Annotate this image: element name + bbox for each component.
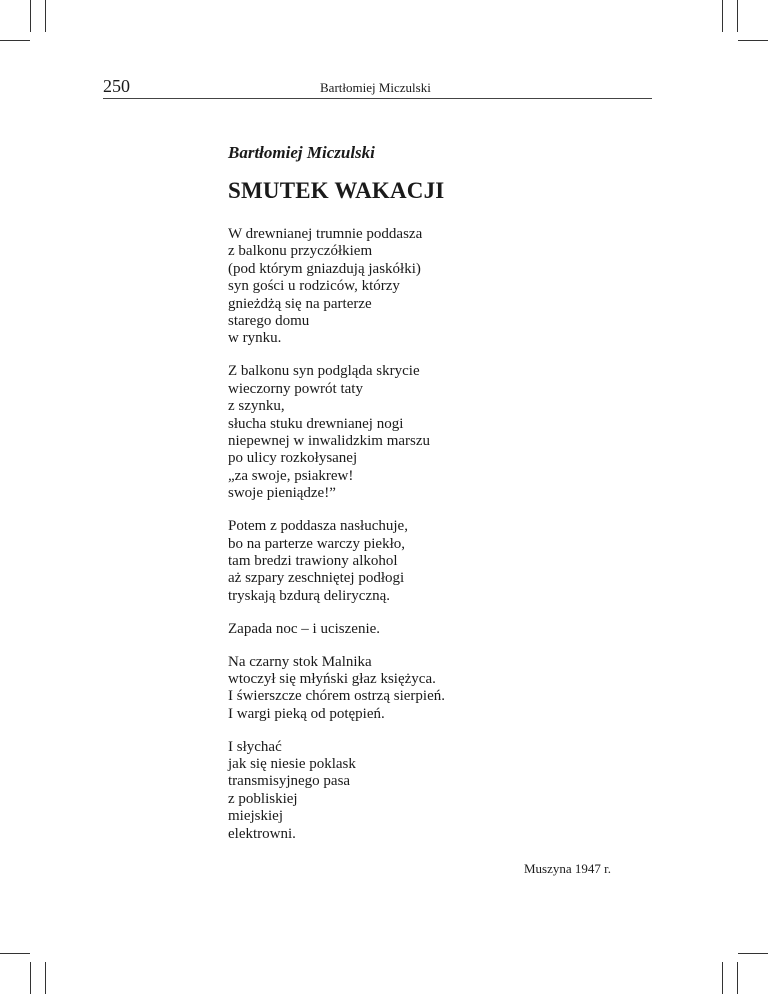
crop-mark <box>737 0 738 32</box>
stanza <box>228 654 648 724</box>
poem-line: transmisyjnego pasa <box>228 773 351 790</box>
poem-line: z pobliskiej <box>228 790 298 807</box>
poem-line: po ulicy rozkołysanej <box>228 450 358 467</box>
poem-line: wieczorny powrót taty <box>228 380 363 397</box>
poem-line: I słychać <box>228 738 282 755</box>
crop-mark <box>722 0 723 32</box>
poem-line: tryskają bzdurą deliryczną. <box>228 587 391 604</box>
crop-mark <box>0 953 30 954</box>
crop-mark <box>737 962 738 994</box>
stanza <box>228 739 648 843</box>
stanza <box>228 621 648 638</box>
poem-line: I świerszcze chórem ostrzą sierpień. <box>228 688 445 705</box>
stanza <box>228 363 648 502</box>
poem-line: miejskiej <box>228 808 283 825</box>
poem-line: z szynku, <box>228 398 285 415</box>
poem-line: Na czarny stok Malnika <box>228 653 372 670</box>
poem-line: niepewnej w inwalidzkim marszu <box>228 432 431 449</box>
poem-line: wtoczył się młyński głaz księżyca. <box>228 670 436 687</box>
poem-line: „za swoje, psiakrew! <box>228 467 354 484</box>
page-header <box>103 76 652 99</box>
stanza <box>228 226 648 348</box>
poem-line: starego domu <box>228 313 310 330</box>
poem-line: swoje pieniądze!” <box>228 485 336 502</box>
crop-mark <box>30 0 31 32</box>
poem-line: Zapada noc – i uciszenie. <box>228 620 381 637</box>
poem-line: bo na parterze warczy piekło, <box>228 535 405 552</box>
crop-mark <box>722 962 723 994</box>
poem-line: syn gości u rodziców, którzy <box>228 278 400 295</box>
running-head: Bartłomiej Miczulski <box>320 80 431 95</box>
poem-line: W drewnianej trumnie poddasza <box>228 226 423 242</box>
page-number: 250 <box>103 76 130 96</box>
poem-line: z balkonu przyczółkiem <box>228 243 373 260</box>
stanza <box>228 518 648 605</box>
poem-line: aż szpary zeschniętej podłogi <box>228 570 405 587</box>
crop-mark <box>45 0 46 32</box>
poem-line: gnieżdżą się na parterze <box>228 295 372 312</box>
crop-mark <box>45 962 46 994</box>
poem-line: Z balkonu syn podgląda skrycie <box>228 363 420 380</box>
place-date: Muszyna 1947 r. <box>524 861 612 876</box>
poem-line: (pod którym gniazdują jaskółki) <box>228 260 421 277</box>
crop-mark <box>0 40 30 41</box>
crop-mark <box>738 953 768 954</box>
crop-mark <box>738 40 768 41</box>
poem-title: SMUTEK WAKACJI <box>228 178 445 203</box>
poem-line: Potem z poddasza nasłuchuje, <box>228 518 408 535</box>
poem-line: elektrowni. <box>228 825 296 842</box>
poem-line: w rynku. <box>228 330 282 347</box>
poem-body <box>228 226 648 859</box>
crop-mark <box>30 962 31 994</box>
poem-author: Bartłomiej Miczulski <box>228 143 375 162</box>
poem-line: tam bredzi trawiony alkohol <box>228 552 398 569</box>
poem-line: jak się niesie poklask <box>228 756 356 773</box>
poem-line: I wargi pieką od potępień. <box>228 705 385 722</box>
poem-line: słucha stuku drewnianej nogi <box>228 415 404 432</box>
